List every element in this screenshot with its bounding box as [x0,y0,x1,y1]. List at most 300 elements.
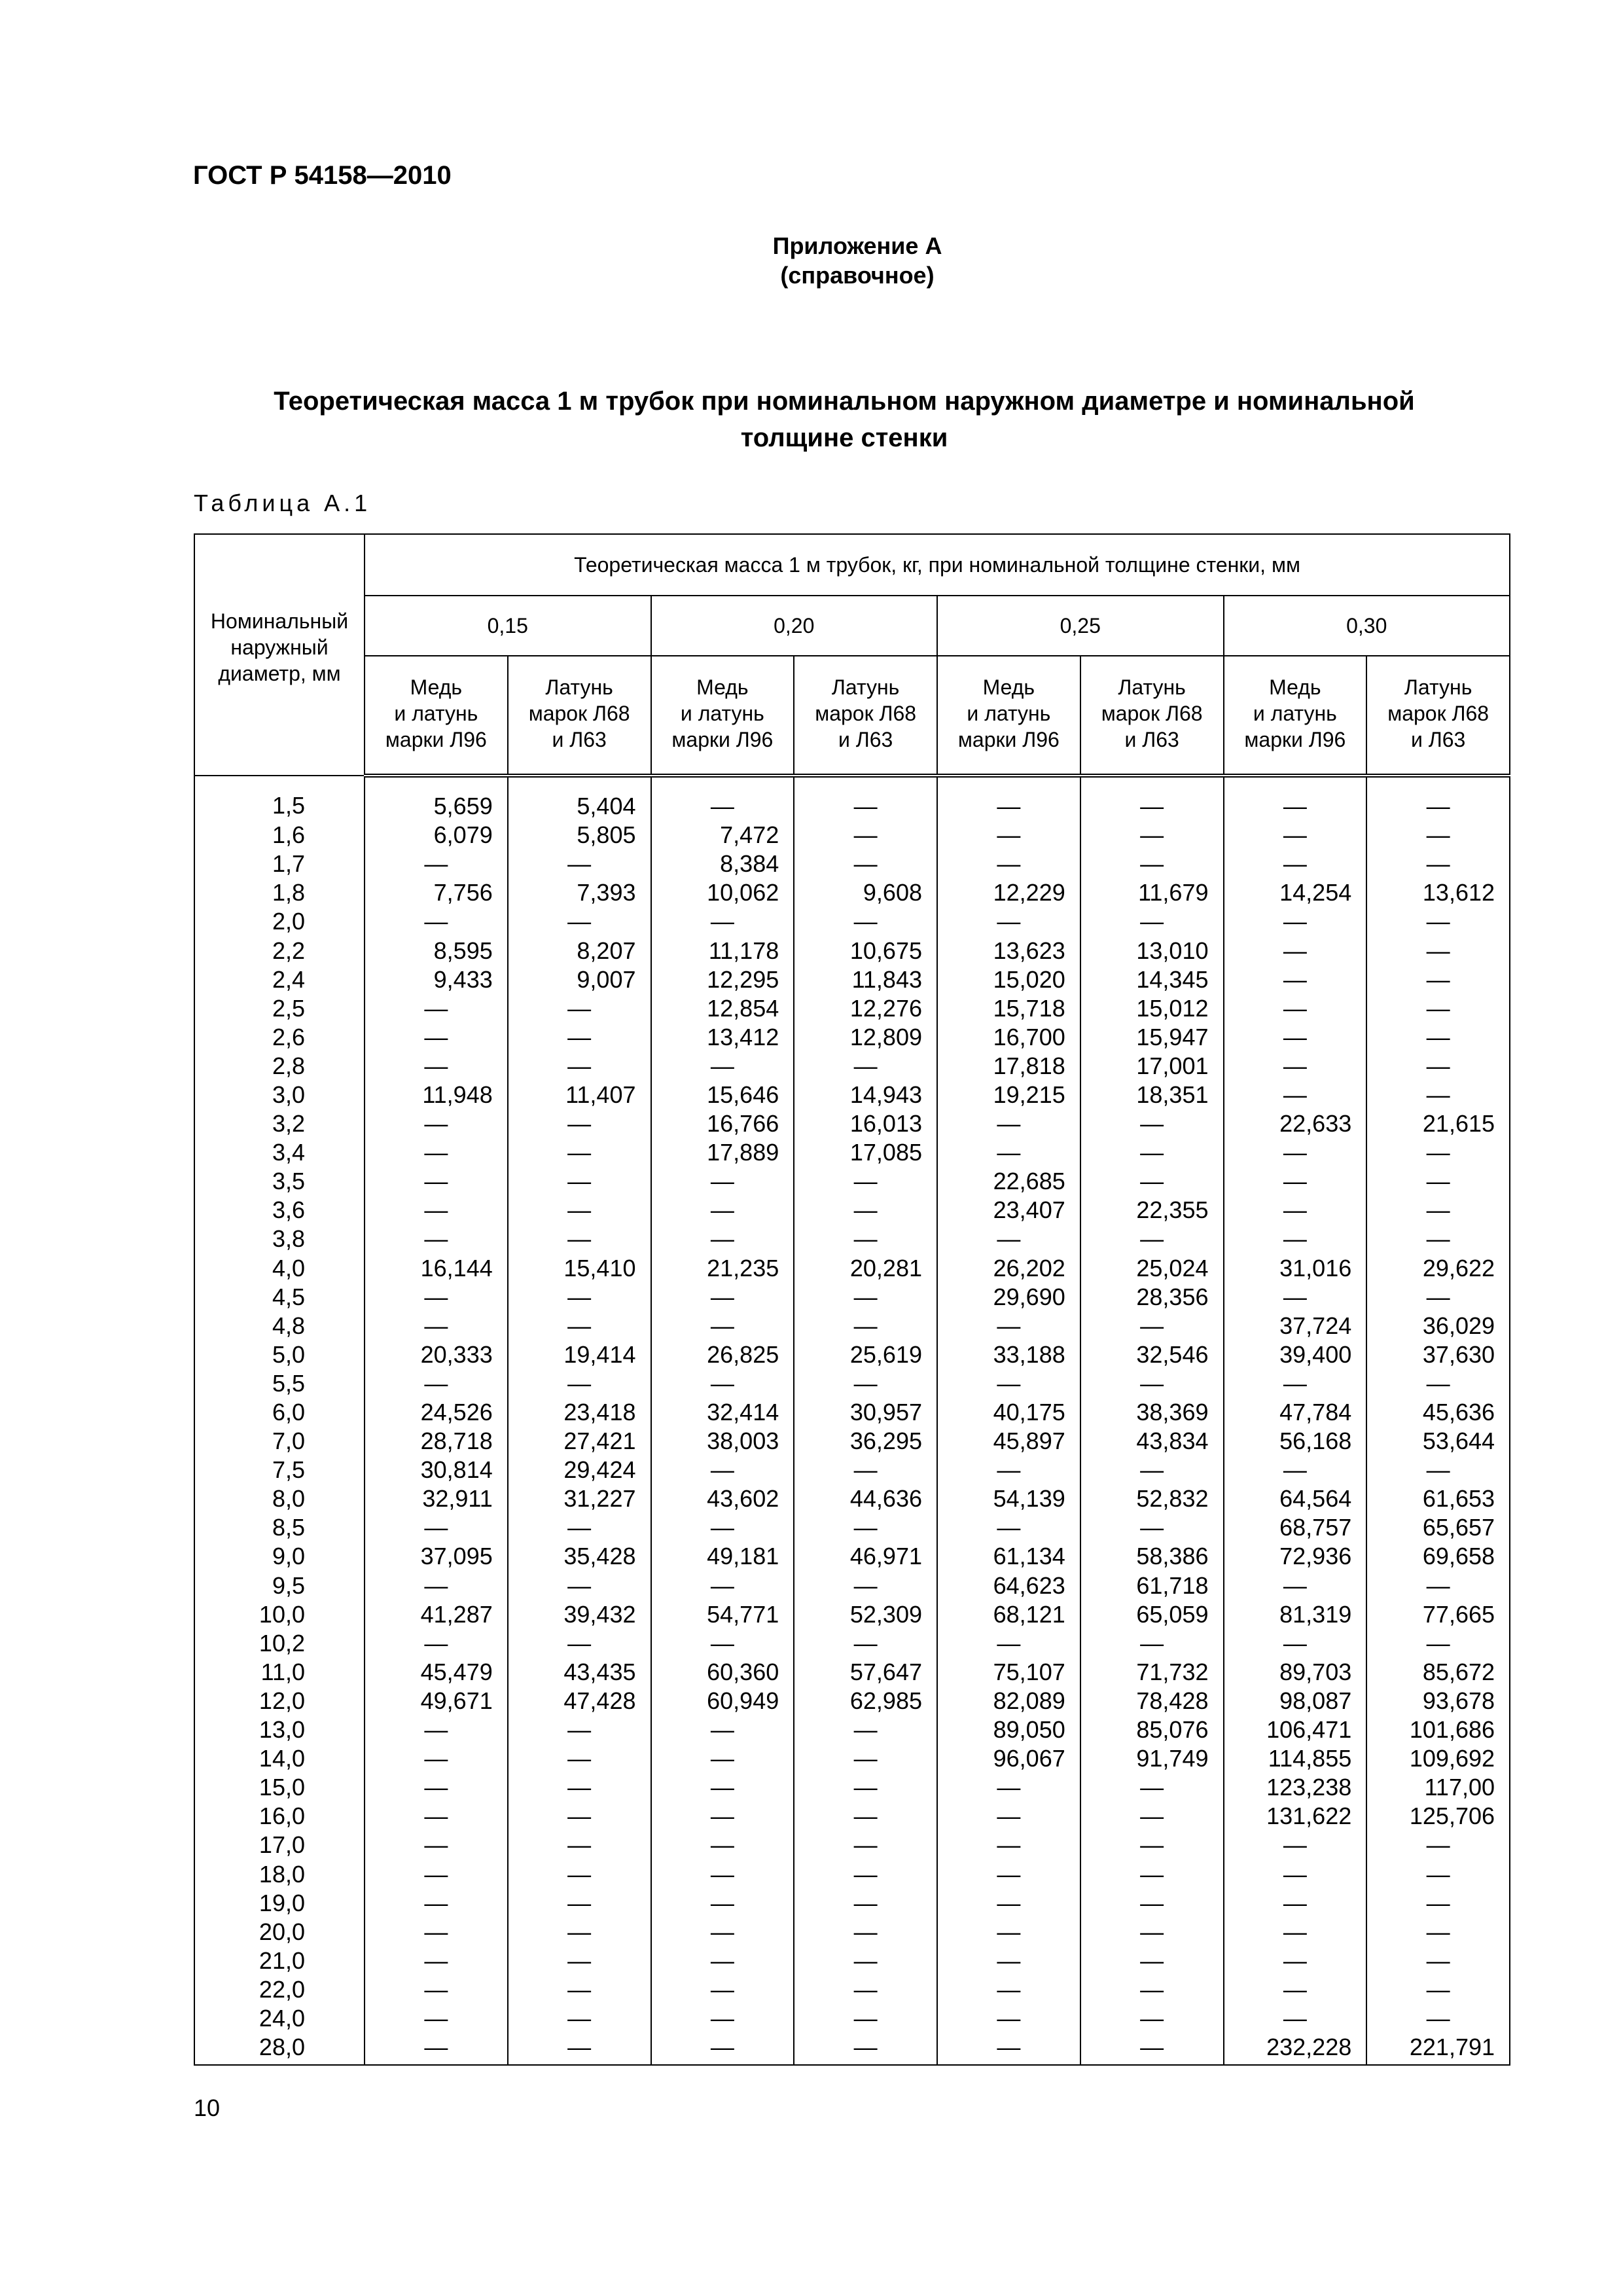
mass-cell: 26,825 [651,1340,794,1369]
mass-cell: 12,295 [651,965,794,994]
table-row [194,1918,1510,1946]
diameter-cell: 3,2 [194,1109,365,1138]
mass-cell: 64,623 [937,1571,1080,1600]
mass-cell: 68,121 [937,1600,1080,1629]
mass-cell: — [1366,2004,1510,2033]
mass-cell: 46,971 [794,1542,937,1571]
mass-cell: 6,079 [365,821,508,850]
mass-cell: — [365,907,508,936]
mass-cell: 38,003 [651,1427,794,1456]
mass-cell: 232,228 [1224,2033,1367,2065]
mass-cell: 17,085 [794,1138,937,1167]
material-header [508,656,651,776]
material-header-line: Медь [1269,675,1321,699]
mass-cell: 117,00 [1366,1773,1510,1802]
diameter-cell: 24,0 [194,2004,365,2033]
mass-cell: — [794,1629,937,1658]
mass-cell: — [1366,1167,1510,1196]
material-header-line: Латунь [545,675,613,699]
mass-cell: — [794,1283,937,1312]
diameter-cell: 2,8 [194,1052,365,1081]
mass-cell: 72,936 [1224,1542,1367,1571]
mass-cell: — [651,776,794,821]
mass-cell: 21,615 [1366,1109,1510,1138]
mass-cell: — [1224,1629,1367,1658]
mass-cell: 15,020 [937,965,1080,994]
diameter-cell: 15,0 [194,1773,365,1802]
mass-cell: — [1080,1629,1224,1658]
mass-cell: — [651,1831,794,1859]
mass-cell: — [1080,1138,1224,1167]
mass-cell: 15,718 [937,994,1080,1023]
mass-cell: — [1366,1081,1510,1109]
mass-cell: 11,178 [651,936,794,965]
mass-cell: — [365,1369,508,1398]
mass-cell: 91,749 [1080,1744,1224,1773]
mass-cell: — [794,1456,937,1484]
mass-cell: 22,355 [1080,1196,1224,1225]
mass-cell: — [651,1802,794,1831]
material-header-line: марки Л96 [671,727,774,751]
table-row [194,1456,1510,1484]
mass-cell: — [794,1802,937,1831]
mass-cell: 32,546 [1080,1340,1224,1369]
mass-cell: — [365,1571,508,1600]
mass-cell: 9,007 [508,965,651,994]
mass-cell: 60,949 [651,1687,794,1715]
mass-cell: — [1366,850,1510,878]
mass-cell: — [794,1369,937,1398]
mass-cell: 15,012 [1080,994,1224,1023]
mass-cell: 131,622 [1224,1802,1367,1831]
mass-cell: 8,595 [365,936,508,965]
mass-cell: — [508,994,651,1023]
diameter-cell: 14,0 [194,1744,365,1773]
mass-cell: — [794,1975,937,2004]
mass-cell: 5,659 [365,776,508,821]
material-header-line: Медь [982,675,1035,699]
thickness-header: 0,25 [937,596,1224,656]
mass-cell: — [1224,2004,1367,2033]
mass-cell: 22,685 [937,1167,1080,1196]
diameter-cell: 2,2 [194,936,365,965]
mass-cell: 8,207 [508,936,651,965]
table-row [194,1513,1510,1542]
mass-cell: — [1080,821,1224,850]
material-header-line: марок Л68 [1101,701,1203,725]
mass-cell: 5,805 [508,821,651,850]
mass-cell: 15,410 [508,1254,651,1283]
mass-cell: 45,636 [1366,1398,1510,1427]
diameter-cell: 4,8 [194,1312,365,1340]
mass-cell: 24,526 [365,1398,508,1427]
mass-cell: — [794,1946,937,1975]
diameter-cell: 18,0 [194,1859,365,1888]
mass-cell: — [937,1369,1080,1398]
mass-cell: 101,686 [1366,1715,1510,1744]
mass-cell: — [1366,965,1510,994]
material-header-line: марок Л68 [815,701,917,725]
mass-cell: — [651,1715,794,1744]
mass-cell: — [508,1715,651,1744]
mass-cell: — [508,1283,651,1312]
mass-cell: — [1366,1975,1510,2004]
mass-cell: 20,281 [794,1254,937,1283]
mass-cell: — [937,1889,1080,1918]
table-row [194,850,1510,878]
mass-cell: — [508,1312,651,1340]
table-row [194,1052,1510,1081]
mass-cell: 221,791 [1366,2033,1510,2065]
mass-cell: 15,947 [1080,1023,1224,1052]
mass-cell: 52,832 [1080,1484,1224,1513]
mass-cell: 52,309 [794,1600,937,1629]
table-row [194,1340,1510,1369]
mass-cell: 25,024 [1080,1254,1224,1283]
mass-cell: 12,229 [937,878,1080,907]
mass-cell: 13,412 [651,1023,794,1052]
mass-cell: — [794,2004,937,2033]
mass-cell: — [794,821,937,850]
mass-cell: — [937,821,1080,850]
mass-cell: 109,692 [1366,1744,1510,1773]
mass-cell: — [794,1312,937,1340]
mass-cell: 61,718 [1080,1571,1224,1600]
mass-cell: — [794,1513,937,1542]
mass-cell: — [365,1138,508,1167]
appendix-type: (справочное) [780,262,935,289]
mass-cell: 29,424 [508,1456,651,1484]
mass-cell: — [794,1196,937,1225]
mass-cell: 47,784 [1224,1398,1367,1427]
table-title-line2: толщине стенки [740,423,948,452]
mass-cell: — [651,1456,794,1484]
table-row [194,1283,1510,1312]
mass-cell: 58,386 [1080,1542,1224,1571]
diameter-header-line: наружный [230,636,329,659]
mass-cell: — [1366,776,1510,821]
mass-cell: 9,608 [794,878,937,907]
mass-cell: — [365,1859,508,1888]
mass-cell: — [1080,1831,1224,1859]
mass-cell: 33,188 [937,1340,1080,1369]
mass-cell: — [794,776,937,821]
material-header-line: марок Л68 [1387,701,1489,725]
table-row [194,1542,1510,1571]
mass-cell: 29,690 [937,1283,1080,1312]
mass-cell: 30,957 [794,1398,937,1427]
mass-cell: — [365,1918,508,1946]
mass-cell: — [1080,2033,1224,2065]
mass-cell: 37,630 [1366,1340,1510,1369]
mass-cell: — [794,1571,937,1600]
mass-cell: — [1080,1889,1224,1918]
mass-cell: 53,644 [1366,1427,1510,1456]
mass-cell: 98,087 [1224,1687,1367,1715]
mass-cell: — [937,776,1080,821]
mass-cell: — [651,1744,794,1773]
mass-cell: — [365,1109,508,1138]
mass-cell: 125,706 [1366,1802,1510,1831]
mass-cell: — [1080,1312,1224,1340]
material-header-line: и Л63 [552,727,607,751]
table-row [194,1715,1510,1744]
mass-cell: 32,414 [651,1398,794,1427]
mass-cell: — [794,1918,937,1946]
mass-cell: — [937,1312,1080,1340]
material-header-line: марок Л68 [528,701,630,725]
diameter-cell: 4,5 [194,1283,365,1312]
mass-cell: — [1080,907,1224,936]
table-row [194,1571,1510,1600]
table-row [194,1889,1510,1918]
mass-cell: 114,855 [1224,1744,1367,1773]
table-row [194,2033,1510,2065]
diameter-cell: 20,0 [194,1918,365,1946]
mass-cell: 62,985 [794,1687,937,1715]
mass-cell: 13,623 [937,936,1080,965]
mass-cell: — [508,1225,651,1253]
mass-cell: 15,646 [651,1081,794,1109]
diameter-cell: 17,0 [194,1831,365,1859]
mass-cell: — [365,850,508,878]
mass-cell: 13,010 [1080,936,1224,965]
mass-cell: 26,202 [937,1254,1080,1283]
thickness-header: 0,20 [651,596,938,656]
material-header-line: и латунь [680,701,764,725]
mass-cell: 75,107 [937,1658,1080,1687]
mass-cell: 22,633 [1224,1109,1367,1138]
diameter-cell: 11,0 [194,1658,365,1687]
material-header-line: Латунь [831,675,900,699]
diameter-cell: 10,0 [194,1600,365,1629]
mass-cell: — [1366,821,1510,850]
mass-cell: — [794,1831,937,1859]
material-header-line: и Л63 [1410,727,1466,751]
mass-cell: 36,295 [794,1427,937,1456]
appendix-title: Приложение А [772,232,942,259]
mass-cell: — [1224,1023,1367,1052]
table-row [194,1138,1510,1167]
mass-cell: — [794,1744,937,1773]
material-header-line: Латунь [1118,675,1186,699]
mass-cell: — [508,1918,651,1946]
mass-cell: 38,369 [1080,1398,1224,1427]
mass-cell: 49,671 [365,1687,508,1715]
mass-cell: 54,771 [651,1600,794,1629]
mass-cell: 20,333 [365,1340,508,1369]
mass-cell: — [365,1975,508,2004]
mass-cell: 21,235 [651,1254,794,1283]
diameter-cell: 1,8 [194,878,365,907]
mass-cell: 60,360 [651,1658,794,1687]
material-header [794,656,937,776]
mass-cell: 28,356 [1080,1283,1224,1312]
mass-cell: 56,168 [1224,1427,1367,1456]
mass-cell: — [508,1167,651,1196]
mass-cell: — [651,1196,794,1225]
mass-cell: — [365,1196,508,1225]
diameter-cell: 2,6 [194,1023,365,1052]
mass-cell: — [1080,776,1224,821]
diameter-cell: 8,5 [194,1513,365,1542]
mass-cell: 96,067 [937,1744,1080,1773]
diameter-cell: 9,0 [194,1542,365,1571]
mass-cell: — [1366,1052,1510,1081]
mass-cell: 7,472 [651,821,794,850]
material-header-line: марки Л96 [385,727,487,751]
table-title [196,383,1492,456]
mass-cell: — [1224,1946,1367,1975]
mass-cell: 35,428 [508,1542,651,1571]
diameter-cell: 2,5 [194,994,365,1023]
material-header [651,656,794,776]
material-header-line: марки Л96 [1244,727,1346,751]
mass-cell: — [1224,1859,1367,1888]
mass-cell: 85,076 [1080,1715,1224,1744]
mass-cell: — [1080,1918,1224,1946]
mass-cell: 77,665 [1366,1600,1510,1629]
mass-cell: 16,013 [794,1109,937,1138]
mass-cell: — [508,1802,651,1831]
mass-cell: — [365,1889,508,1918]
mass-cell: 57,647 [794,1658,937,1687]
mass-cell: 31,016 [1224,1254,1367,1283]
mass-cell: — [1080,1975,1224,2004]
mass-cell: — [651,1975,794,2004]
mass-cell: — [794,850,937,878]
mass-cell: 14,254 [1224,878,1367,907]
diameter-header-line: Номинальный [210,609,349,633]
mass-cell: — [1366,1571,1510,1600]
mass-cell: — [651,1773,794,1802]
mass-header: Теоретическая масса 1 м трубок, кг, при номинальной толщине стенки, мм [365,534,1510,596]
mass-cell: — [937,907,1080,936]
material-header [1224,656,1367,776]
mass-cell: — [651,2033,794,2065]
mass-cell: — [794,2033,937,2065]
mass-cell: — [1224,821,1367,850]
mass-cell: 19,414 [508,1340,651,1369]
mass-cell: — [1366,1889,1510,1918]
table-row [194,1109,1510,1138]
mass-cell: — [1366,1946,1510,1975]
mass-cell: 16,700 [937,1023,1080,1052]
table-row [194,907,1510,936]
mass-cell: 36,029 [1366,1312,1510,1340]
diameter-cell: 9,5 [194,1571,365,1600]
mass-cell: — [937,2033,1080,2065]
mass-cell: — [365,994,508,1023]
mass-cell: — [651,1167,794,1196]
mass-cell: — [937,1109,1080,1138]
mass-cell: — [1224,994,1367,1023]
table-row [194,1398,1510,1427]
mass-cell: 13,612 [1366,878,1510,907]
mass-cell: 54,139 [937,1484,1080,1513]
diameter-cell: 6,0 [194,1398,365,1427]
mass-cell: 47,428 [508,1687,651,1715]
mass-cell: 7,756 [365,878,508,907]
diameter-cell: 21,0 [194,1946,365,1975]
mass-cell: — [651,1312,794,1340]
mass-cell: 17,889 [651,1138,794,1167]
mass-cell: 17,001 [1080,1052,1224,1081]
diameter-cell: 1,5 [194,776,365,821]
mass-cell: 11,948 [365,1081,508,1109]
diameter-cell: 2,0 [194,907,365,936]
mass-cell: — [937,1802,1080,1831]
diameter-cell: 3,8 [194,1225,365,1253]
mass-cell: 41,287 [365,1600,508,1629]
mass-cell: 43,602 [651,1484,794,1513]
table-row [194,1831,1510,1859]
mass-cell: 64,564 [1224,1484,1367,1513]
diameter-cell: 16,0 [194,1802,365,1831]
diameter-cell: 5,5 [194,1369,365,1398]
mass-cell: 43,834 [1080,1427,1224,1456]
material-header-line: Медь [410,675,463,699]
mass-cell: — [1224,907,1367,936]
mass-cell: — [1224,1975,1367,2004]
diameter-cell: 3,5 [194,1167,365,1196]
mass-cell: — [1366,1831,1510,1859]
mass-cell: — [651,1225,794,1253]
mass-cell: — [1080,1167,1224,1196]
diameter-header [194,534,365,776]
mass-cell: 10,675 [794,936,937,965]
mass-cell: 8,384 [651,850,794,878]
mass-cell: — [1224,1918,1367,1946]
mass-cell: 93,678 [1366,1687,1510,1715]
mass-cell: — [1224,1081,1367,1109]
diameter-cell: 1,6 [194,821,365,850]
mass-cell: — [365,1946,508,1975]
table-row [194,1427,1510,1456]
mass-cell: — [1080,1456,1224,1484]
table-row [194,994,1510,1023]
mass-cell: — [794,1773,937,1802]
mass-cell: — [1080,1369,1224,1398]
mass-cell: — [794,1167,937,1196]
mass-cell: 12,854 [651,994,794,1023]
diameter-cell: 19,0 [194,1889,365,1918]
mass-cell: 106,471 [1224,1715,1367,1744]
table-row [194,1658,1510,1687]
table-row [194,1946,1510,1975]
table-row [194,2004,1510,2033]
mass-cell: — [1366,1138,1510,1167]
material-header [1366,656,1510,776]
mass-cell: — [508,1571,651,1600]
mass-cell: — [1224,1831,1367,1859]
mass-cell: — [508,850,651,878]
mass-cell: 19,215 [937,1081,1080,1109]
mass-cell: — [1080,1773,1224,1802]
mass-cell: 39,432 [508,1600,651,1629]
table-row [194,1484,1510,1513]
mass-cell: — [365,1513,508,1542]
diameter-cell: 1,7 [194,850,365,878]
mass-cell: — [937,1138,1080,1167]
mass-cell: — [508,1138,651,1167]
mass-cell: — [794,1715,937,1744]
diameter-cell: 13,0 [194,1715,365,1744]
mass-cell: 39,400 [1224,1340,1367,1369]
mass-cell: 7,393 [508,878,651,907]
mass-cell: 17,818 [937,1052,1080,1081]
mass-cell: 68,757 [1224,1513,1367,1542]
